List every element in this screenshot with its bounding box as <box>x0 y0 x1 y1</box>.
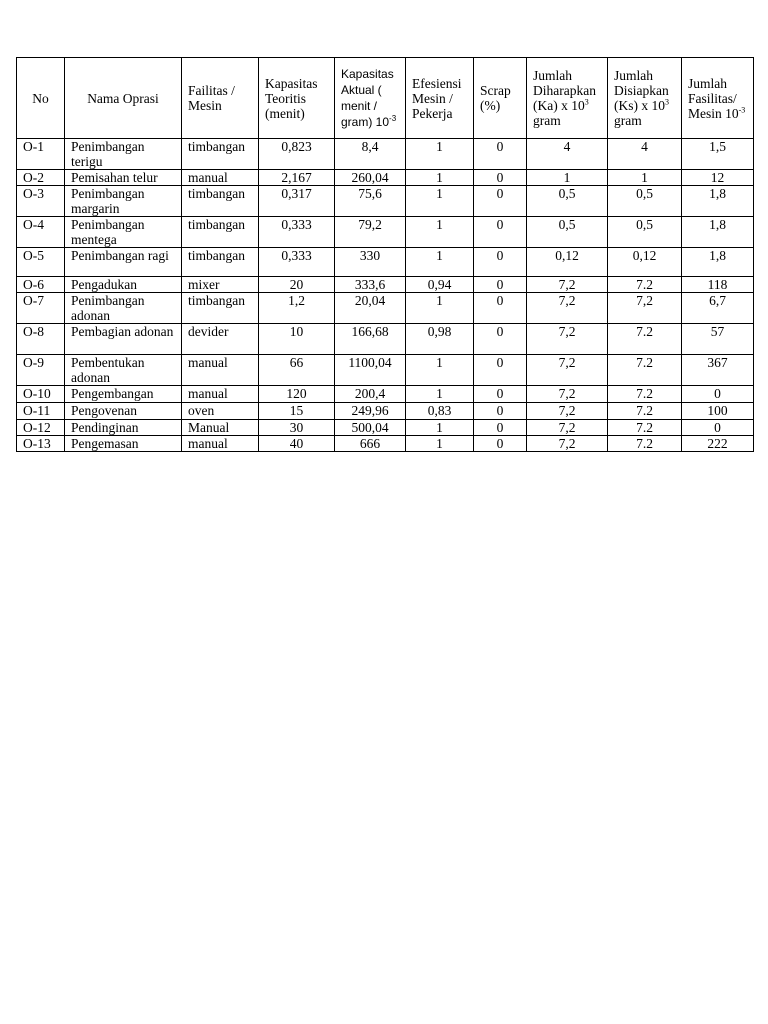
cell-jumlah-fasilitas: 118 <box>682 277 754 293</box>
cell-fasilitas: timbangan <box>182 293 259 324</box>
header-nama-oprasi: Nama Oprasi <box>65 58 182 139</box>
header-fas-text: Jumlah Fasilitas/ Mesin 10 <box>688 75 739 121</box>
cell-fasilitas: oven <box>182 403 259 420</box>
cell-disiapkan: 7.2 <box>608 355 682 386</box>
cell-kapasitas-aktual: 260,04 <box>335 170 406 186</box>
cell-kapasitas-aktual: 79,2 <box>335 217 406 248</box>
table-row <box>17 277 754 293</box>
cell-diharapkan: 7,2 <box>527 324 608 355</box>
cell-nama: Penimbangan ragi <box>65 248 182 277</box>
cell-fasilitas: devider <box>182 324 259 355</box>
cell-nama: Pemisahan telur <box>65 170 182 186</box>
table-row <box>17 403 754 420</box>
cell-disiapkan: 7.2 <box>608 386 682 403</box>
cell-disiapkan: 0,12 <box>608 248 682 277</box>
header-ka-exponent: 3 <box>584 97 589 107</box>
cell-scrap: 0 <box>474 355 527 386</box>
cell-jumlah-fasilitas: 100 <box>682 403 754 420</box>
cell-kapasitas-teoritis: 10 <box>259 324 335 355</box>
cell-diharapkan: 7,2 <box>527 420 608 436</box>
cell-disiapkan: 7.2 <box>608 324 682 355</box>
cell-diharapkan: 0,5 <box>527 186 608 217</box>
cell-diharapkan: 7,2 <box>527 355 608 386</box>
cell-fasilitas: manual <box>182 386 259 403</box>
cell-kapasitas-aktual: 20,04 <box>335 293 406 324</box>
cell-scrap: 0 <box>474 403 527 420</box>
cell-jumlah-fasilitas: 57 <box>682 324 754 355</box>
cell-no: O-1 <box>17 139 65 170</box>
cell-disiapkan: 7.2 <box>608 436 682 452</box>
cell-jumlah-fasilitas: 1,8 <box>682 248 754 277</box>
cell-nama: Pengemasan <box>65 436 182 452</box>
cell-fasilitas: Manual <box>182 420 259 436</box>
cell-kapasitas-teoritis: 0,333 <box>259 217 335 248</box>
cell-nama: Penimbangan margarin <box>65 186 182 217</box>
cell-no: O-10 <box>17 386 65 403</box>
header-ks-exponent: 3 <box>665 97 669 107</box>
cell-scrap: 0 <box>474 436 527 452</box>
cell-kapasitas-aktual: 8,4 <box>335 139 406 170</box>
cell-scrap: 0 <box>474 293 527 324</box>
header-efesiensi: Efesiensi Mesin / Pekerja <box>406 58 474 139</box>
cell-fasilitas: timbangan <box>182 217 259 248</box>
cell-diharapkan: 7,2 <box>527 293 608 324</box>
cell-diharapkan: 7,2 <box>527 436 608 452</box>
cell-kapasitas-teoritis: 1,2 <box>259 293 335 324</box>
cell-efesiensi: 1 <box>406 420 474 436</box>
cell-nama: Penimbangan mentega <box>65 217 182 248</box>
cell-scrap: 0 <box>474 420 527 436</box>
table-row <box>17 324 754 355</box>
cell-diharapkan: 7,2 <box>527 403 608 420</box>
cell-nama: Penimbangan terigu <box>65 139 182 170</box>
cell-kapasitas-teoritis: 0,333 <box>259 248 335 277</box>
cell-no: O-6 <box>17 277 65 293</box>
cell-fasilitas: manual <box>182 170 259 186</box>
header-fasilitas: Failitas / Mesin <box>182 58 259 139</box>
header-kapasitas-aktual-text: Kapasitas Aktual ( menit / gram) 10 <box>341 67 394 129</box>
cell-jumlah-fasilitas: 12 <box>682 170 754 186</box>
table-row <box>17 170 754 186</box>
cell-fasilitas: timbangan <box>182 186 259 217</box>
table-row <box>17 386 754 403</box>
cell-kapasitas-aktual: 330 <box>335 248 406 277</box>
operations-table <box>16 57 754 452</box>
cell-jumlah-fasilitas: 0 <box>682 386 754 403</box>
cell-no: O-5 <box>17 248 65 277</box>
cell-no: O-7 <box>17 293 65 324</box>
cell-fasilitas: timbangan <box>182 139 259 170</box>
cell-kapasitas-aktual: 75,6 <box>335 186 406 217</box>
table-header-row <box>17 58 754 139</box>
table-row <box>17 217 754 248</box>
cell-efesiensi: 0,94 <box>406 277 474 293</box>
cell-efesiensi: 1 <box>406 355 474 386</box>
cell-efesiensi: 1 <box>406 186 474 217</box>
cell-no: O-3 <box>17 186 65 217</box>
cell-diharapkan: 4 <box>527 139 608 170</box>
cell-kapasitas-aktual: 166,68 <box>335 324 406 355</box>
cell-fasilitas: timbangan <box>182 248 259 277</box>
table-row <box>17 355 754 386</box>
header-kapasitas-aktual-exponent: -3 <box>389 114 397 123</box>
table-row <box>17 248 754 277</box>
cell-fasilitas: manual <box>182 436 259 452</box>
cell-nama: Pembagian adonan <box>65 324 182 355</box>
cell-efesiensi: 1 <box>406 217 474 248</box>
cell-fasilitas: manual <box>182 355 259 386</box>
cell-kapasitas-aktual: 333,6 <box>335 277 406 293</box>
cell-kapasitas-aktual: 500,04 <box>335 420 406 436</box>
table-row <box>17 139 754 170</box>
header-kapasitas-aktual <box>335 58 406 139</box>
cell-kapasitas-teoritis: 30 <box>259 420 335 436</box>
cell-efesiensi: 1 <box>406 386 474 403</box>
cell-scrap: 0 <box>474 324 527 355</box>
cell-disiapkan: 7,2 <box>608 293 682 324</box>
table-row <box>17 420 754 436</box>
table-row <box>17 186 754 217</box>
cell-kapasitas-aktual: 666 <box>335 436 406 452</box>
cell-efesiensi: 0,83 <box>406 403 474 420</box>
cell-no: O-9 <box>17 355 65 386</box>
cell-no: O-11 <box>17 403 65 420</box>
cell-scrap: 0 <box>474 170 527 186</box>
cell-efesiensi: 1 <box>406 248 474 277</box>
cell-disiapkan: 0,5 <box>608 186 682 217</box>
cell-no: O-8 <box>17 324 65 355</box>
cell-nama: Pengovenan <box>65 403 182 420</box>
table-row <box>17 436 754 452</box>
cell-scrap: 0 <box>474 217 527 248</box>
header-ka-text: Jumlah Diharapkan (Ka) x 10 <box>533 68 596 113</box>
cell-no: O-2 <box>17 170 65 186</box>
cell-no: O-4 <box>17 217 65 248</box>
cell-jumlah-fasilitas: 1,8 <box>682 217 754 248</box>
cell-kapasitas-teoritis: 120 <box>259 386 335 403</box>
cell-kapasitas-aktual: 200,4 <box>335 386 406 403</box>
cell-efesiensi: 1 <box>406 139 474 170</box>
header-ks-text: Jumlah Disiapkan (Ks) x 10 <box>614 68 669 113</box>
cell-kapasitas-aktual: 1100,04 <box>335 355 406 386</box>
header-ka-unit: gram <box>533 113 561 128</box>
cell-disiapkan: 7.2 <box>608 403 682 420</box>
cell-diharapkan: 0,5 <box>527 217 608 248</box>
cell-efesiensi: 1 <box>406 293 474 324</box>
header-no: No <box>17 58 65 139</box>
cell-no: O-12 <box>17 420 65 436</box>
cell-scrap: 0 <box>474 186 527 217</box>
cell-efesiensi: 1 <box>406 436 474 452</box>
cell-diharapkan: 1 <box>527 170 608 186</box>
cell-kapasitas-teoritis: 40 <box>259 436 335 452</box>
cell-kapasitas-teoritis: 20 <box>259 277 335 293</box>
cell-diharapkan: 7,2 <box>527 386 608 403</box>
cell-efesiensi: 1 <box>406 170 474 186</box>
cell-kapasitas-teoritis: 0,317 <box>259 186 335 217</box>
header-kapasitas-teoritis: Kapasitas Teoritis (menit) <box>259 58 335 139</box>
cell-kapasitas-teoritis: 15 <box>259 403 335 420</box>
header-scrap: Scrap (%) <box>474 58 527 139</box>
cell-kapasitas-teoritis: 2,167 <box>259 170 335 186</box>
cell-jumlah-fasilitas: 1,8 <box>682 186 754 217</box>
cell-kapasitas-aktual: 249,96 <box>335 403 406 420</box>
cell-jumlah-fasilitas: 367 <box>682 355 754 386</box>
cell-diharapkan: 0,12 <box>527 248 608 277</box>
cell-scrap: 0 <box>474 139 527 170</box>
cell-scrap: 0 <box>474 386 527 403</box>
header-jumlah-diharapkan <box>527 58 608 139</box>
cell-jumlah-fasilitas: 0 <box>682 420 754 436</box>
cell-jumlah-fasilitas: 222 <box>682 436 754 452</box>
cell-fasilitas: mixer <box>182 277 259 293</box>
cell-kapasitas-teoritis: 66 <box>259 355 335 386</box>
cell-no: O-13 <box>17 436 65 452</box>
cell-disiapkan: 7.2 <box>608 277 682 293</box>
cell-nama: Pengembangan <box>65 386 182 403</box>
header-jumlah-fasilitas <box>682 58 754 139</box>
cell-nama: Penimbangan adonan <box>65 293 182 324</box>
cell-jumlah-fasilitas: 6,7 <box>682 293 754 324</box>
cell-disiapkan: 1 <box>608 170 682 186</box>
cell-efesiensi: 0,98 <box>406 324 474 355</box>
cell-kapasitas-teoritis: 0,823 <box>259 139 335 170</box>
cell-jumlah-fasilitas: 1,5 <box>682 139 754 170</box>
cell-nama: Pembentukan adonan <box>65 355 182 386</box>
table-body <box>17 139 754 452</box>
header-fas-exponent: -3 <box>738 105 746 114</box>
header-jumlah-disiapkan <box>608 58 682 139</box>
cell-disiapkan: 7.2 <box>608 420 682 436</box>
cell-disiapkan: 0,5 <box>608 217 682 248</box>
cell-scrap: 0 <box>474 277 527 293</box>
cell-diharapkan: 7,2 <box>527 277 608 293</box>
cell-nama: Pendinginan <box>65 420 182 436</box>
table-row <box>17 293 754 324</box>
cell-nama: Pengadukan <box>65 277 182 293</box>
header-ks-unit: gram <box>614 113 642 128</box>
cell-disiapkan: 4 <box>608 139 682 170</box>
cell-scrap: 0 <box>474 248 527 277</box>
